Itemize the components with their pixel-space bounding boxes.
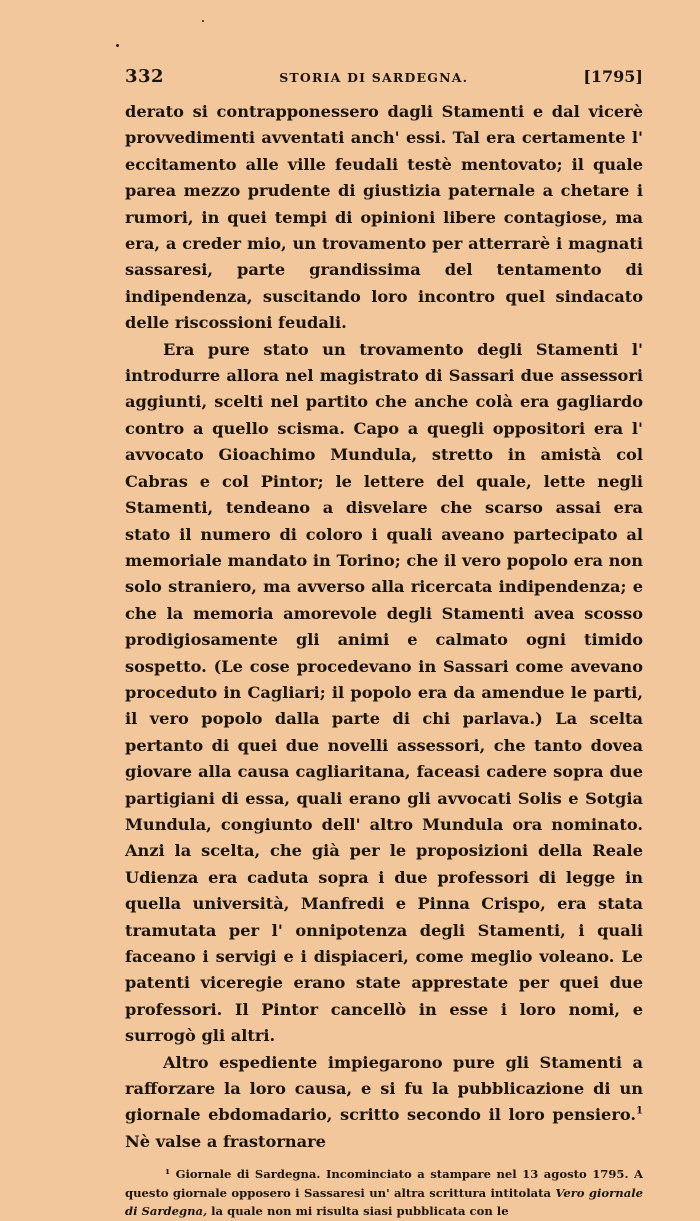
running-header bbox=[125, 66, 643, 87]
body-text bbox=[125, 99, 643, 1155]
header-year: [1795] bbox=[583, 67, 643, 86]
footnote-reference: 1 bbox=[636, 1106, 643, 1118]
paragraph-1: derato si contrapponessero dagli Stamenti e dal vicerè provvedimenti avventati anch' essi. Tal era certamente l' eccitamento alle ville feudali testè mentovato; il quale parea mezzo prudente di giustizia paternale a chetare i rumori, in quei tempi di opinioni libere contagiose, ma era, a creder mio, un trovamento per atterrarè i magnati sassaresi, parte grandissima del tentamento di indipendenza, suscitando loro incontro quel sindacato delle riscossioni feudali. bbox=[125, 102, 643, 333]
paragraph-3-text: Altro espediente impiegarono pure gli Stamenti a rafforzare la loro causa, e si fu la pubblicazione di un giornale ebdomadario, scritto secondo il loro pensiero. bbox=[125, 1052, 643, 1125]
paragraph-2: Era pure stato un trovamento degli Stamenti l' introdurre allora nel magistrato di Sassari due assessori aggiunti, scelti nel partito che anche colà era gagliardo contro a quello scisma. Capo a quegli oppositori era l' avvocato Gioachimo Mundula, stretto in amistà col Cabras e col Pintor; le lettere del quale, lette negli Stamenti, tendeano a disvelare che scarso assai era stato il numero di coloro i quali aveano partecipato al memoriale mandato in Torino; che il vero popolo era non solo straniero, ma avverso alla ricercata indipendenza; e che la memoria amorevole degli Stamenti avea scosso prodigiosamente gli animi e calmato ogni timido sospetto. (Le cose procedevano in Sassari come avevano proceduto in Cagliari; il popolo era da amendue le parti, il vero popolo dalla parte di chi parlava.) La scelta pertanto di quei due novelli assessori, che tanto dovea giovare alla causa cagliaritana, faceasi cadere sopra due partigiani di essa, quali erano gli avvocati Solis e Sotgia Mundula, congiunto dell' altro Mundula ora nominato. Anzi la scelta, che già per le proposizioni della Reale Udienza era caduta sopra i due professori di legge in quella università, Manfredi e Pinna Crispo, era stata tramutata per l' onnipotenza degli Stamenti, i quali faceano i servigi e i dispiaceri, come meglio voleano. Le patenti viceregie erano state apprestate per quei due professori. Il Pintor cancellò in esse i loro nomi, e surrogò gli altri. bbox=[125, 339, 643, 1046]
footnote-marker: ¹ bbox=[165, 1167, 171, 1182]
paragraph-3 bbox=[125, 1050, 643, 1156]
footnote-italic-title: Vero giornale di Sardegna, bbox=[125, 1185, 643, 1219]
footnote-text-a: Giornale di Sardegna. Incominciato a stampare nel 13 agosto 1795. A questo giornale opposero i Sassaresi un' altra scrittura intitolata bbox=[125, 1167, 643, 1200]
footnote bbox=[125, 1165, 643, 1221]
footnote-text-b: la quale non mi risulta siasi pubblicata con le bbox=[211, 1204, 509, 1219]
ink-speck bbox=[116, 44, 119, 47]
ink-speck bbox=[202, 20, 204, 22]
footnote-spacer bbox=[125, 1155, 643, 1165]
page-number: 332 bbox=[125, 66, 165, 87]
book-page bbox=[125, 66, 643, 1221]
paragraph-3-tail: Nè valse a frastornare bbox=[125, 1131, 326, 1151]
footnote-text bbox=[125, 1165, 643, 1221]
running-title: STORIA DI SARDEGNA. bbox=[279, 70, 469, 85]
